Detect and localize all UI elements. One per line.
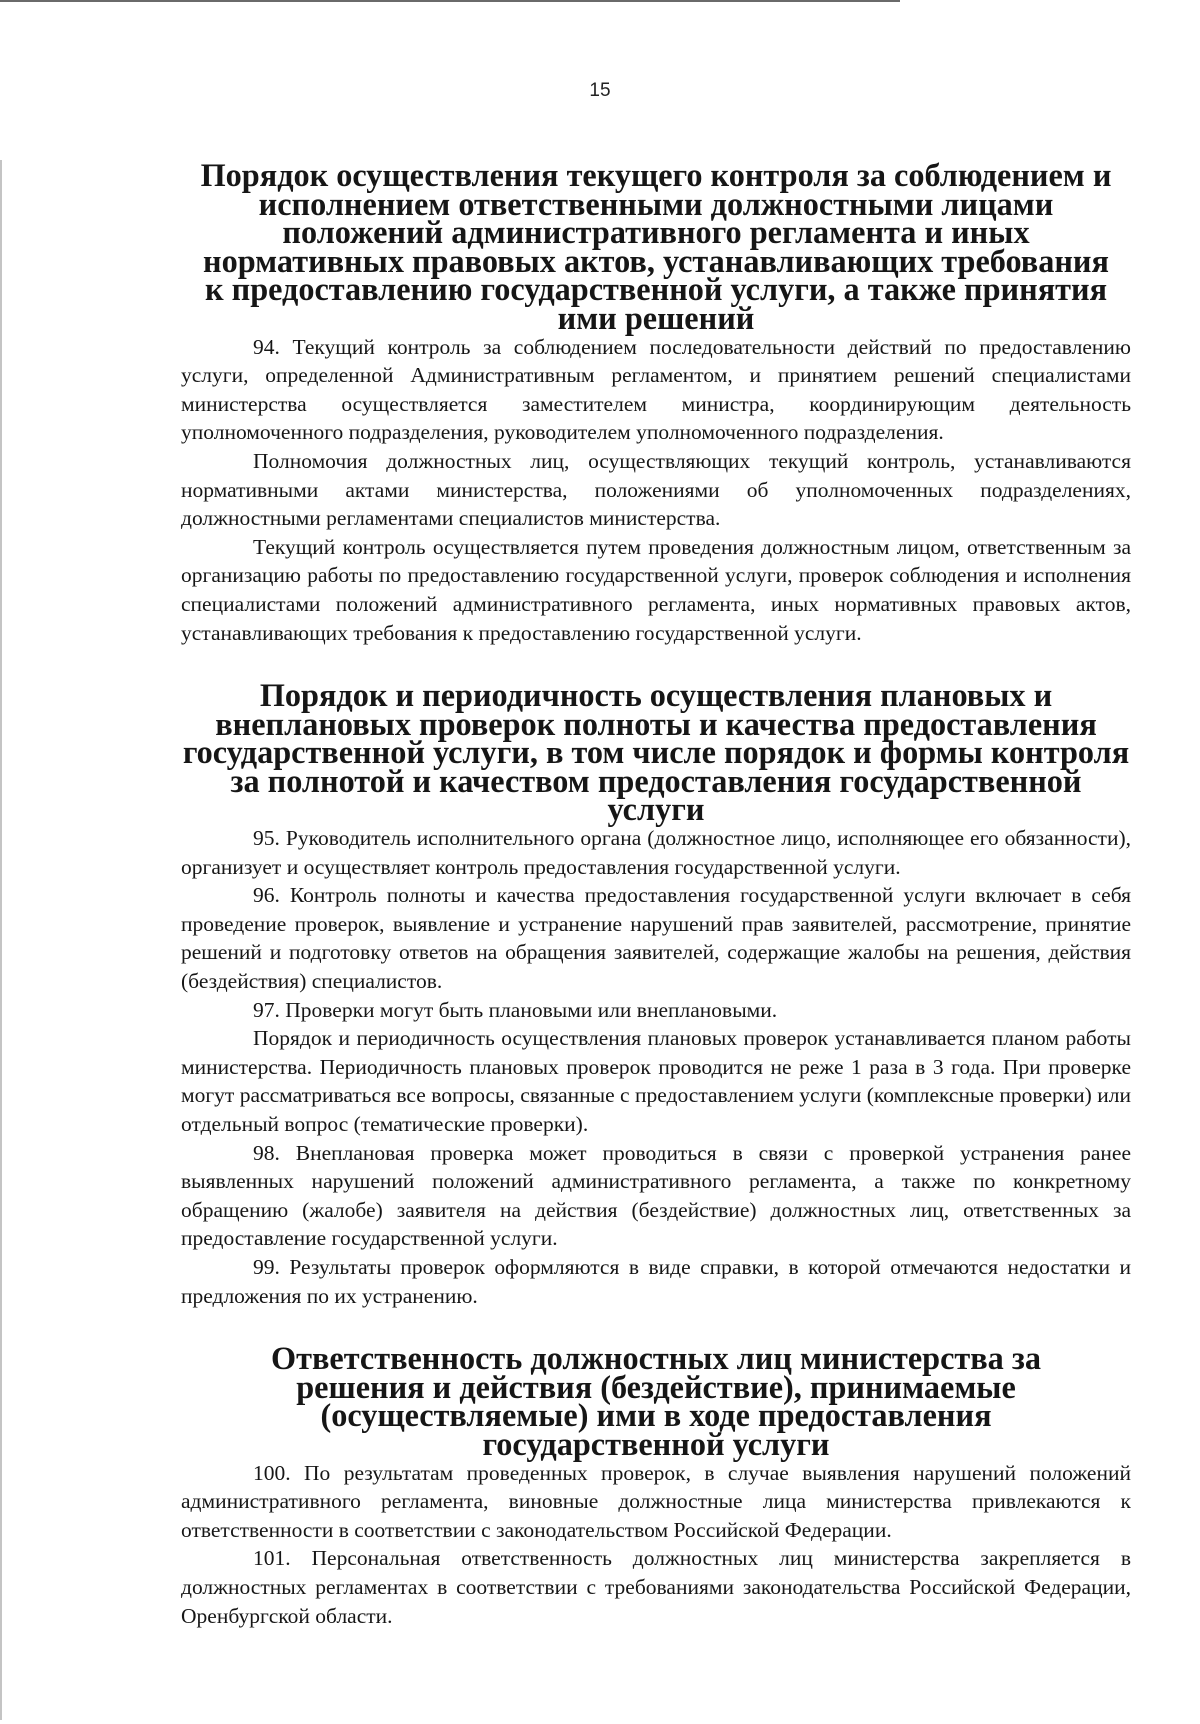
scan-edge-left — [0, 160, 2, 1720]
section-heading: Порядок и периодичность осуществления плановых и внеплановых проверок полноты и качества предоставления государственной услуги, в том числе порядок и формы контроля за полнотой и качеством предоставления государственной услуги — [182, 677, 1130, 828]
paragraph: Полномочия должностных лиц, осуществляющих текущий контроль, устанавливаются нормативными актами министерства, положениями об уполномоченных подразделениях, должностными регламентами специалистов министерства. — [181, 448, 1131, 531]
section-heading: Порядок осуществления текущего контроля за соблюдением и исполнением ответственными должностными лицами положений административного регламента и иных нормативных правовых актов, устанавливающих требования к предоставлению государственной услуги, а также принятия ими решений — [200, 157, 1112, 336]
paragraph: Порядок и периодичность осуществления плановых проверок устанавливается планом работы министерства. Периодичность плановых проверок проводится не реже 1 раза в 3 года. При проверке могут рассматриваться все вопросы, связанные с предоставлением услуги (комплексные проверки) или отдельный вопрос (тематические проверки). — [181, 1026, 1131, 1136]
paragraph-100: 100. По результатам проведенных проверок, в случае выявления нарушений положений административного регламента, виновные должностные лица министерства привлекаются к ответственности в соответствии с законодательством Российской Федерации. — [181, 1460, 1131, 1542]
paragraph: Текущий контроль осуществляется путем проведения должностным лицом, ответственным за организацию работы по предоставлению государственной услуги, проверок соблюдения и исполнения специалистами положений административного регламента, иных нормативных правовых актов, устанавливающих требования к предоставлению государственной услуги. — [181, 534, 1131, 645]
paragraph-101: 101. Персональная ответственность должностных лиц министерства закрепляется в должностных регламентах в соответствии с требованиями законодательства Российской Федерации, Оренбургской области. — [181, 1546, 1131, 1628]
section-gap — [181, 647, 1131, 681]
section-gap — [181, 1310, 1131, 1344]
section-inspections — [181, 677, 1131, 1310]
paragraph-95: 95. Руководитель исполнительного органа (должностное лицо, исполняющее его обязанности), организует и осуществляет контроль предоставления государственной услуги. — [181, 826, 1131, 879]
scan-edge-top — [0, 0, 900, 2]
section-heading: Ответственность должностных лиц министерства за решения и действия (бездействие), принимаемые (осуществляемые) ими в ходе предоставления государственной услуги — [271, 1340, 1041, 1462]
paragraph-94: 94. Текущий контроль за соблюдением последовательности действий по предоставлению услуги, определенной Административным регламентом, и принятием решений специалистами министерства осуществляется заместителем министра, координирующим деятельность уполномоченного подразделения, руководителем уполномоченного подразделения. — [181, 334, 1131, 445]
section-responsibility — [181, 1340, 1131, 1630]
document-body — [181, 157, 1131, 1630]
paragraph-97: 97. Проверки могут быть плановыми или внеплановыми. — [253, 997, 778, 1022]
paragraph-99: 99. Результаты проверок оформляются в виде справки, в которой отмечаются недостатки и предложения по их устранению. — [181, 1254, 1131, 1308]
paragraph-98: 98. Внеплановая проверка может проводиться в связи с проверкой устранения ранее выявленных нарушений положений административного регламента, а также по конкретному обращению (жалобе) заявителя на действия (бездействие) должностных лиц, ответственных за предоставление государственной услуги. — [181, 1140, 1131, 1251]
section-current-control — [181, 157, 1131, 647]
page-number: 15 — [589, 80, 611, 101]
paragraph-96: 96. Контроль полноты и качества предоставления государственной услуги включает в себя проведение проверок, выявление и устранение нарушений прав заявителей, рассмотрение, принятие решений и подготовку ответов на обращения заявителей, содержащие жалобы на решения, действия (бездействия) специалистов. — [181, 883, 1131, 994]
